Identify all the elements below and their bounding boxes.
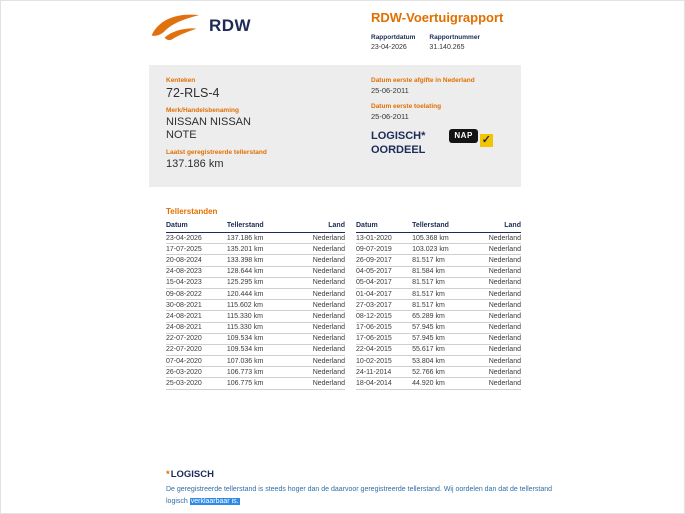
cell-datum: 25-03-2020 [166, 378, 227, 389]
cell-tellerstand: 103.023 km [412, 244, 478, 255]
col-header-datum: Datum [356, 221, 412, 233]
toelating-value: 25-06-2011 [371, 112, 409, 121]
table-row [356, 266, 521, 277]
table-row [356, 277, 521, 288]
cell-land: Nederland [298, 356, 345, 367]
report-date-block [371, 34, 415, 51]
cell-datum: 24-11-2014 [356, 367, 412, 378]
col-header-land: Land [298, 221, 345, 233]
tellerstanden-table-left [166, 221, 345, 390]
cell-land: Nederland [478, 344, 521, 355]
toelating-label: Datum eerste toelating [371, 103, 442, 110]
table-row [166, 378, 345, 389]
table-header-row [166, 221, 345, 233]
cell-datum: 17-06-2015 [356, 333, 412, 344]
cell-tellerstand: 55.617 km [412, 344, 478, 355]
report-number-value: 31.140.265 [429, 44, 465, 51]
cell-tellerstand: 137.186 km [227, 233, 299, 244]
cell-land: Nederland [298, 266, 345, 277]
cell-land: Nederland [298, 300, 345, 311]
cell-tellerstand: 52.766 km [412, 367, 478, 378]
tellerstanden-section [166, 207, 521, 390]
cell-datum: 22-04-2015 [356, 344, 412, 355]
cell-datum: 17-07-2025 [166, 244, 227, 255]
table-row [356, 255, 521, 266]
table-header-row [356, 221, 521, 233]
table-row [356, 322, 521, 333]
cell-land: Nederland [298, 277, 345, 288]
oordeel-block [371, 129, 511, 158]
cell-datum: 13-01-2020 [356, 233, 412, 244]
cell-land: Nederland [298, 288, 345, 299]
cell-tellerstand: 128.644 km [227, 266, 299, 277]
cell-tellerstand: 109.534 km [227, 344, 299, 355]
cell-tellerstand: 81.517 km [412, 300, 478, 311]
rdw-bird-icon [149, 9, 201, 43]
cell-land: Nederland [478, 378, 521, 389]
cell-tellerstand: 133.398 km [227, 255, 299, 266]
tellerstanden-title: Tellerstanden [166, 207, 218, 216]
kenteken-label: Kenteken [166, 77, 196, 84]
col-header-land: Land [478, 221, 521, 233]
table-row [166, 233, 345, 244]
cell-datum: 09-08-2022 [166, 288, 227, 299]
kenteken-value: 72-RLS-4 [166, 86, 220, 100]
page-title: RDW-Voertuigrapport [371, 10, 504, 25]
cell-land: Nederland [478, 356, 521, 367]
cell-land: Nederland [478, 322, 521, 333]
col-header-tellerstand: Tellerstand [412, 221, 478, 233]
cell-land: Nederland [298, 367, 345, 378]
cell-datum: 24-08-2023 [166, 266, 227, 277]
cell-tellerstand: 57.945 km [412, 333, 478, 344]
cell-datum: 30-08-2021 [166, 300, 227, 311]
col-header-datum: Datum [166, 221, 227, 233]
cell-land: Nederland [478, 300, 521, 311]
table-body-left [166, 233, 345, 390]
report-number-label: Rapportnummer [429, 34, 480, 41]
footnote-title-text: LOGISCH [170, 469, 214, 480]
table-row [356, 288, 521, 299]
cell-datum: 04-05-2017 [356, 266, 412, 277]
cell-datum: 15-04-2023 [166, 277, 227, 288]
table-row [166, 288, 345, 299]
cell-land: Nederland [298, 255, 345, 266]
brand-wordmark: RDW [209, 16, 252, 35]
cell-land: Nederland [298, 333, 345, 344]
table-row [166, 367, 345, 378]
cell-land: Nederland [478, 277, 521, 288]
oordeel-text [371, 129, 425, 158]
table-row [166, 311, 345, 322]
cell-tellerstand: 105.368 km [412, 233, 478, 244]
laatste-tellerstand-value: 137.186 km [166, 158, 224, 171]
footnote-asterisk: * [166, 469, 170, 480]
afgifte-label: Datum eerste afgifte in Nederland [371, 77, 475, 84]
cell-datum: 22-07-2020 [166, 344, 227, 355]
cell-land: Nederland [298, 311, 345, 322]
cell-tellerstand: 125.295 km [227, 277, 299, 288]
nap-logo-text: NAP [449, 129, 477, 143]
cell-land: Nederland [478, 367, 521, 378]
cell-land: Nederland [478, 233, 521, 244]
cell-datum: 23-04-2026 [166, 233, 227, 244]
oordeel-line2: OORDEEL [371, 144, 426, 157]
cell-tellerstand: 81.584 km [412, 266, 478, 277]
table-row [166, 333, 345, 344]
table-row [356, 356, 521, 367]
table-row [356, 333, 521, 344]
table-row [356, 311, 521, 322]
table-body-right [356, 233, 521, 390]
vehicle-summary-left [166, 77, 267, 179]
cell-datum: 10-02-2015 [356, 356, 412, 367]
table-row [356, 378, 521, 389]
cell-datum: 07-04-2020 [166, 356, 227, 367]
cell-tellerstand: 107.036 km [227, 356, 299, 367]
vehicle-summary-panel [149, 65, 521, 187]
table-row [166, 300, 345, 311]
laatste-tellerstand-label: Laatst geregistreerde tellerstand [166, 149, 267, 157]
report-date-label: Rapportdatum [371, 34, 416, 41]
table-row [166, 255, 345, 266]
cell-datum: 26-09-2017 [356, 255, 412, 266]
cell-tellerstand: 81.517 km [412, 288, 478, 299]
cell-land: Nederland [298, 233, 345, 244]
table-row [166, 356, 345, 367]
report-number-block [429, 34, 480, 51]
cell-land: Nederland [478, 244, 521, 255]
cell-land: Nederland [298, 322, 345, 333]
cell-tellerstand: 109.534 km [227, 333, 299, 344]
cell-land: Nederland [298, 244, 345, 255]
report-header [371, 10, 546, 51]
table-row [166, 244, 345, 255]
oordeel-line1: LOGISCH* [371, 130, 426, 142]
table-row [166, 266, 345, 277]
report-date-value: 23-04-2026 [371, 44, 407, 51]
cell-datum: 22-07-2020 [166, 333, 227, 344]
tellerstanden-tables [166, 221, 521, 390]
table-row [356, 233, 521, 244]
col-header-tellerstand: Tellerstand [227, 221, 299, 233]
table-row [356, 344, 521, 355]
cell-tellerstand: 135.201 km [227, 244, 299, 255]
cell-land: Nederland [478, 266, 521, 277]
table-row [356, 367, 521, 378]
afgifte-value: 25-06-2011 [371, 86, 409, 95]
cell-datum: 08-12-2015 [356, 311, 412, 322]
cell-datum: 17-06-2015 [356, 322, 412, 333]
cell-tellerstand: 65.289 km [412, 311, 478, 322]
cell-tellerstand: 81.517 km [412, 255, 478, 266]
nap-logo [449, 129, 492, 147]
cell-tellerstand: 57.945 km [412, 322, 478, 333]
cell-tellerstand: 106.775 km [227, 378, 299, 389]
cell-land: Nederland [478, 333, 521, 344]
footnote-title [166, 469, 566, 480]
cell-datum: 27-03-2017 [356, 300, 412, 311]
cell-datum: 20-08-2024 [166, 255, 227, 266]
nap-check-icon: ✓ [481, 134, 491, 146]
cell-tellerstand: 115.602 km [227, 300, 299, 311]
cell-land: Nederland [478, 288, 521, 299]
cell-tellerstand: 115.330 km [227, 311, 299, 322]
footnote-highlighted-text: verklaarbaar is. [190, 497, 239, 505]
table-row [166, 322, 345, 333]
table-row [166, 344, 345, 355]
cell-land: Nederland [478, 311, 521, 322]
cell-tellerstand: 120.444 km [227, 288, 299, 299]
vehicle-summary-right [371, 77, 511, 158]
table-row [356, 244, 521, 255]
report-meta [371, 34, 546, 51]
cell-land: Nederland [478, 255, 521, 266]
cell-land: Nederland [298, 378, 345, 389]
tellerstanden-table-right [356, 221, 521, 390]
cell-datum: 26-03-2020 [166, 367, 227, 378]
cell-datum: 01-04-2017 [356, 288, 412, 299]
rdw-logo [149, 9, 251, 43]
cell-datum: 05-04-2017 [356, 277, 412, 288]
cell-datum: 24-08-2021 [166, 311, 227, 322]
cell-tellerstand: 53.804 km [412, 356, 478, 367]
cell-tellerstand: 106.773 km [227, 367, 299, 378]
merk-label: Merk/Handelsbenaming [166, 107, 239, 114]
cell-tellerstand: 81.517 km [412, 277, 478, 288]
cell-tellerstand: 115.330 km [227, 322, 299, 333]
cell-tellerstand: 44.920 km [412, 378, 478, 389]
cell-land: Nederland [298, 344, 345, 355]
logisch-footnote [166, 469, 566, 508]
merk-value: NISSAN NISSAN NOTE [166, 116, 251, 142]
cell-datum: 18-04-2014 [356, 378, 412, 389]
cell-datum: 24-08-2021 [166, 322, 227, 333]
table-row [166, 277, 345, 288]
table-row [356, 300, 521, 311]
footnote-body [166, 484, 566, 508]
cell-datum: 09-07-2019 [356, 244, 412, 255]
footnote-body-text: De geregistreerde tellerstand is steeds hoger dan de daarvoor geregistreerde tellerstand. Wij oordelen dan dat de tellerstand logisch [166, 486, 553, 505]
